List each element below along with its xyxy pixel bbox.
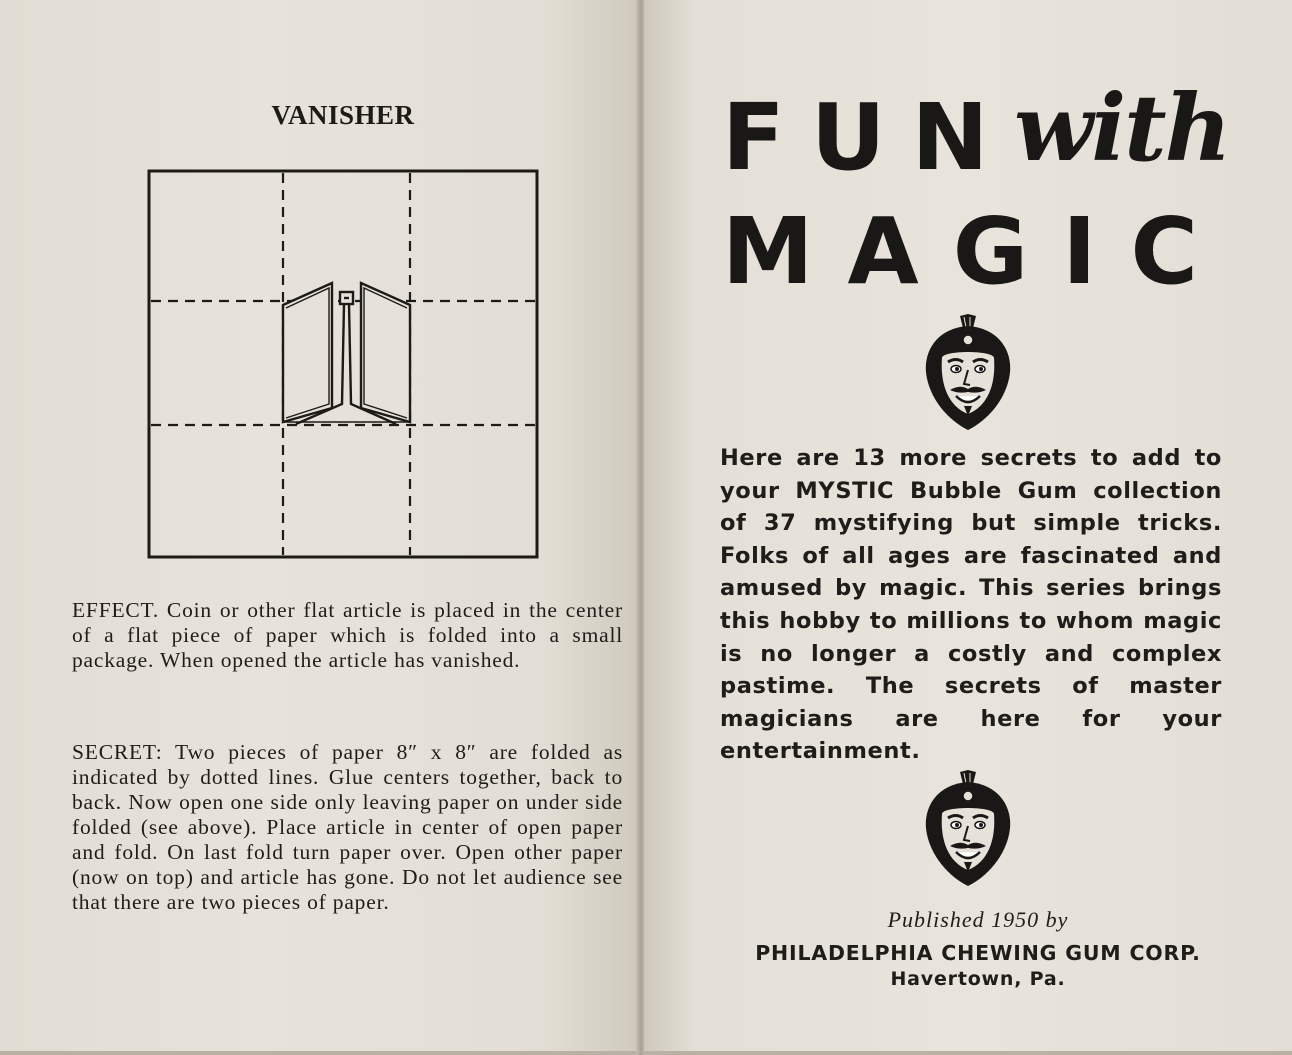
left-page <box>0 0 640 1055</box>
turbaned-magician-face-icon <box>920 770 1016 888</box>
effect-paragraph: EFFECT. Coin or other flat article is placed in the center of a flat piece of paper which is folded into a small package. When opened the article has vanished. <box>72 598 623 672</box>
folded-paper-diagram <box>146 168 540 560</box>
publisher-location: Havertown, Pa. <box>890 968 1066 990</box>
title-magic: MAGIC <box>722 198 1233 305</box>
trick-title: VANISHER <box>271 100 415 130</box>
intro-paragraph: Here are 13 more secrets to add to your MYSTIC Bubble Gum collection of 37 mystifying but simple tricks. Folks of all ages are fascinated and amused by magic. This series brings this hobby to millions to whom magic is no longer a costly and complex pastime. The secrets of master magicians are here for your entertainment. <box>720 445 1222 765</box>
title-with: with <box>1014 74 1230 182</box>
published-line: Published 1950 by <box>887 907 1069 932</box>
secret-paragraph: SECRET: Two pieces of paper 8″ x 8″ are folded as indicated by dotted lines. Glue centers together, back to back. Now open one side only leaving paper on under side folded (see above). Place article in center of open paper and fold. On last fold turn paper over. Open other paper (now on top) and article has gone. Do not let audience see that there are two pieces of paper. <box>72 740 623 914</box>
turbaned-magician-face-icon <box>920 314 1016 432</box>
publisher-name: PHILADELPHIA CHEWING GUM CORP. <box>755 941 1201 965</box>
title-fun: FUN <box>722 84 1015 191</box>
